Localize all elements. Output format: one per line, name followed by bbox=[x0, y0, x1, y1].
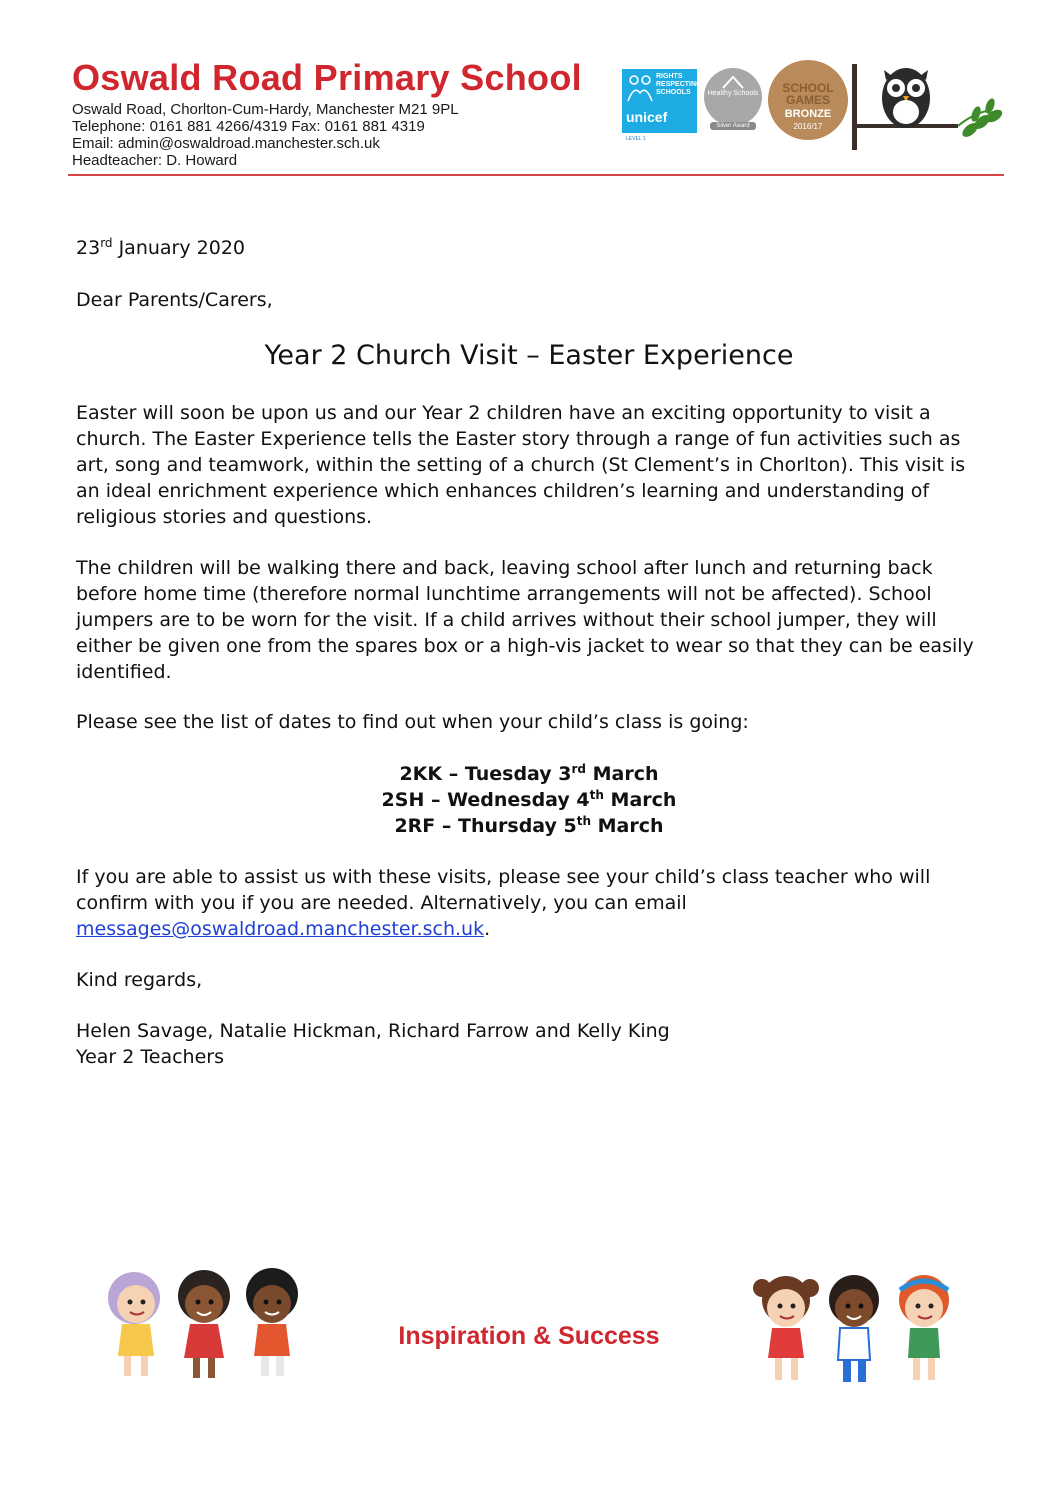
class-date-item: 2SH – Wednesday 4th March bbox=[381, 788, 677, 811]
school-games-logo: SCHOOL GAMES BRONZE 2016/17 bbox=[768, 60, 848, 140]
paragraph-dates-intro: Please see the list of dates to find out when your child’s class is going: bbox=[76, 711, 749, 733]
unicef-wordmark: unicef bbox=[626, 109, 668, 125]
school-games-year: 2016/17 bbox=[793, 122, 823, 131]
healthy-schools-logo: Healthy Schools Silver Award bbox=[704, 68, 762, 126]
school-name: Oswald Road Primary School bbox=[72, 57, 582, 98]
closing: Kind regards, bbox=[76, 969, 203, 991]
children-illustration-right bbox=[748, 1268, 964, 1388]
children-figures-icon bbox=[626, 73, 654, 103]
class-dates-list bbox=[0, 761, 1058, 839]
letter-title: Year 2 Church Visit – Easter Experience bbox=[264, 340, 794, 371]
owl-icon bbox=[882, 68, 930, 128]
paragraph-logistics: The children will be walking there and back, leaving school after lunch and returning back before home time (therefore normal lunchtime arrangements will not be affected). School jumpers are to be worn for the visit. If a child arrives without their school jumper, they will either be given one from the spares box or a high-vis jacket to wear so that they can be easily identified. bbox=[76, 557, 974, 683]
paragraph-intro: Easter will soon be upon us and our Year 2 children have an exciting opportunity to visit a church. The Easter Experience tells the Easter story through a range of fun activities such as art, song and teamwork, within the setting of a church (St Clement’s in Chorlton). This visit is an ideal enrichment experience which enhances children’s learning and understanding of religious stories and questions. bbox=[76, 402, 966, 528]
school-telephone: Telephone: 0161 881 4266/4319 Fax: 0161 881 4319 bbox=[72, 118, 425, 135]
house-icon bbox=[721, 74, 745, 90]
rights-level: LEVEL 1 bbox=[626, 136, 646, 142]
rights-respecting-schools-logo bbox=[622, 69, 702, 142]
salutation: Dear Parents/Carers, bbox=[76, 289, 273, 311]
paragraph-volunteers: If you are able to assist us with these visits, please see your child’s class teacher who will confirm with you if you are needed. Alternatively, you can email messages@oswaldroad.manchester.sch.uk. bbox=[76, 866, 931, 940]
school-email: Email: admin@oswaldroad.manchester.sch.uk bbox=[72, 135, 380, 152]
letterhead-divider bbox=[68, 174, 1004, 176]
school-address: Oswald Road, Chorlton-Cum-Hardy, Manchester M21 9PL bbox=[72, 101, 459, 118]
class-date-item: 2RF – Thursday 5th March bbox=[394, 814, 664, 837]
class-date-item: 2KK – Tuesday 3rd March bbox=[399, 762, 659, 785]
healthy-schools-award: Silver Award bbox=[710, 122, 756, 130]
school-games-medal: BRONZE bbox=[784, 108, 832, 120]
headteacher: Headteacher: D. Howard bbox=[72, 152, 238, 169]
leaf-icon bbox=[958, 97, 1004, 140]
signatory-role: Year 2 Teachers bbox=[76, 1046, 224, 1068]
owl-branch-logo bbox=[850, 60, 1010, 156]
rights-logo-text: RIGHTS RESPECTING SCHOOLS bbox=[656, 73, 702, 96]
contact-email-link[interactable]: messages@oswaldroad.manchester.sch.uk bbox=[76, 918, 485, 940]
letter-date: 23rd January 2020 bbox=[76, 236, 245, 259]
school-motto: Inspiration & Success bbox=[398, 1322, 660, 1350]
signatories: Helen Savage, Natalie Hickman, Richard Farrow and Kelly King bbox=[76, 1020, 670, 1042]
